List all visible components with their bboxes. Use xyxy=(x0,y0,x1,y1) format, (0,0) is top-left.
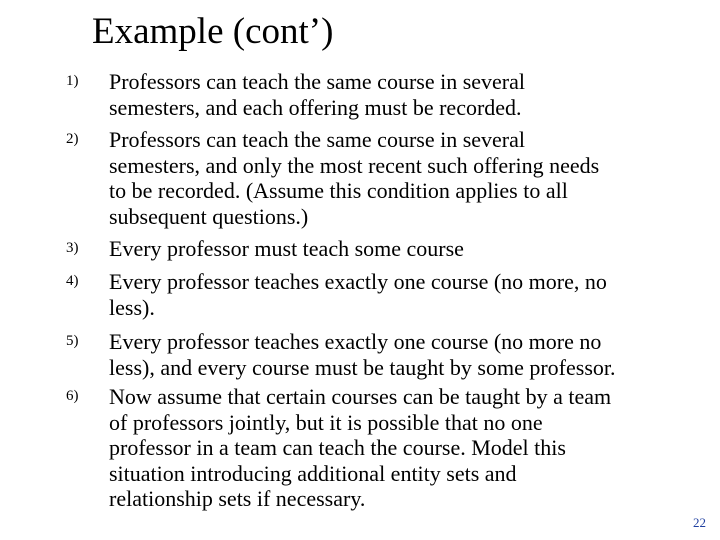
item-text xyxy=(109,329,669,380)
item-text-line: relationship sets if necessary. xyxy=(109,486,366,511)
item-number: 1) xyxy=(66,73,79,89)
item-text xyxy=(109,127,669,229)
item-text-line: subsequent questions.) xyxy=(109,203,309,229)
item-text-line: situation introducing additional entity sets and xyxy=(109,460,517,486)
item-text xyxy=(109,69,669,120)
item-text-line: Professors can teach the same course in several xyxy=(109,69,526,94)
item-text-line: to be recorded. (Assume this condition applies to all xyxy=(109,178,568,203)
item-text xyxy=(109,384,669,512)
item-text xyxy=(109,236,669,262)
page-number: 22 xyxy=(693,515,706,530)
item-text-line: Every professor teaches exactly one course (no more, no xyxy=(109,269,607,294)
item-text-line: professor in a team can teach the course. Model this xyxy=(109,435,566,460)
item-text-line: Professors can teach the same course in several xyxy=(109,127,526,152)
item-text-line: Every professor teaches exactly one course (no more no xyxy=(109,329,602,354)
item-text-line: less), and every course must be taught by some professor. xyxy=(109,354,616,380)
item-number: 3) xyxy=(66,240,79,256)
item-number: 5) xyxy=(66,333,79,349)
item-text-line: Now assume that certain courses can be taught by a team xyxy=(109,384,612,409)
item-text xyxy=(109,269,669,320)
item-text-line: less). xyxy=(109,294,155,320)
item-text-line: semesters, and only the most recent such offering needs xyxy=(109,152,600,178)
item-number: 2) xyxy=(66,131,79,147)
slide-title: Example (cont’) xyxy=(92,11,334,52)
item-text-line: semesters, and each offering must be recorded. xyxy=(109,94,522,120)
item-text-line: Every professor must teach some course xyxy=(109,236,464,261)
item-number: 4) xyxy=(66,273,79,289)
item-text-line: of professors jointly, but it is possible that no one xyxy=(109,409,543,435)
item-number: 6) xyxy=(66,388,79,404)
